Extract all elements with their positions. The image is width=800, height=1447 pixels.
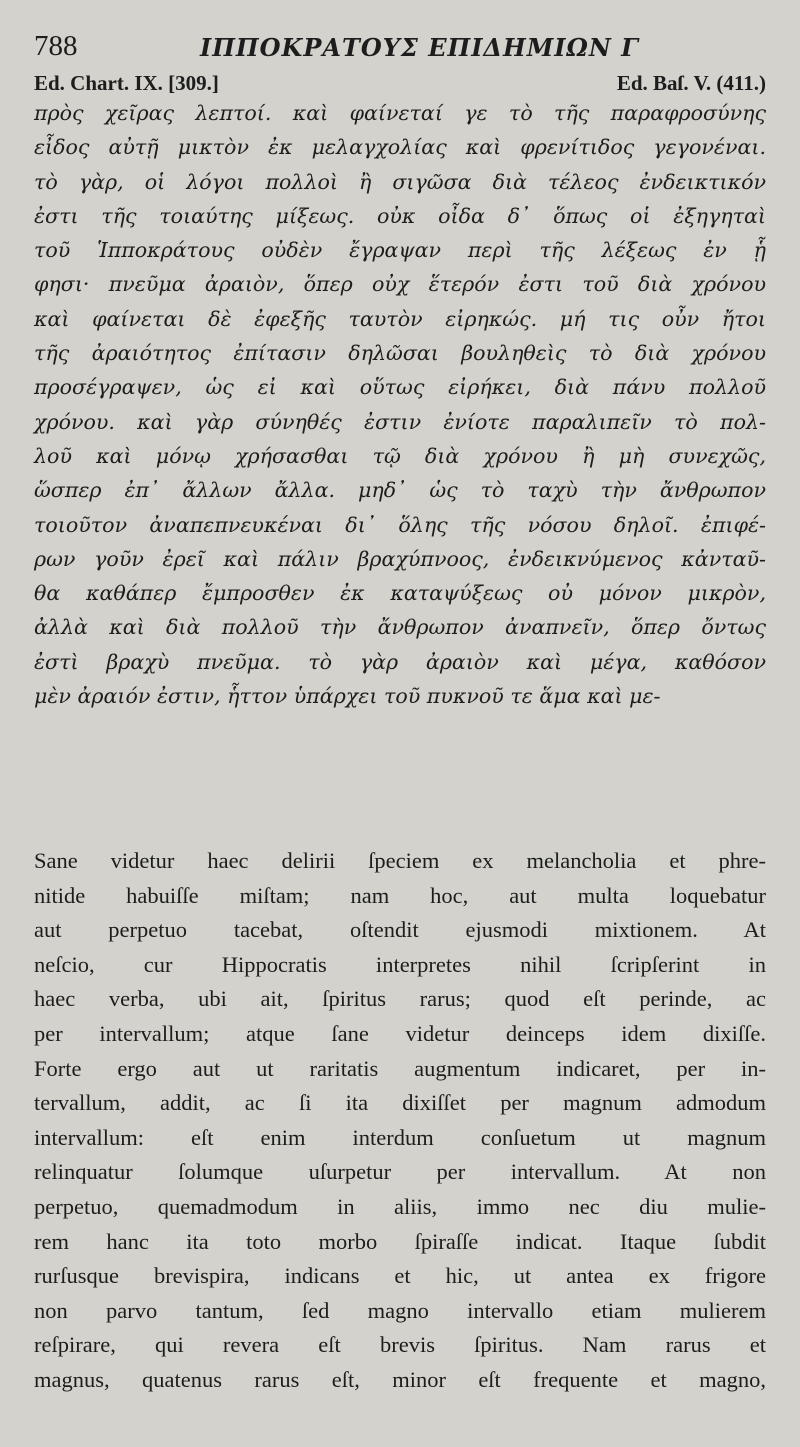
greek-line: λοῦ καὶ μόνῳ χρήσασθαι τῷ διὰ χρόνου ἢ μὴ συνεχῶς,	[34, 443, 766, 468]
greek-line: ρων γοῦν ἐρεῖ καὶ πάλιν βραχύπνοος, ἐνδεικνύμενος κἀνταῦ-	[34, 546, 766, 571]
latin-line: aut perpetuo tacebat, oſtendit ejusmodi mixtionem. At	[34, 917, 766, 943]
greek-line: θα καθάπερ ἔμπροσθεν ἐκ καταψύξεως οὐ μόνον μικρὸν,	[34, 581, 766, 606]
page-number: 788	[34, 30, 78, 62]
greek-line: εἶδος αὐτῇ μικτὸν ἐκ μελαγχολίας καὶ φρενίτιδος γεγονέναι.	[34, 135, 766, 160]
greek-line: προσέγραψεν, ὡς εἰ καὶ οὕτως εἰρήκει, διὰ πάνυ πολλοῦ	[34, 375, 766, 400]
latin-line: magnus, quatenus rarus eſt, minor eſt frequente et magno,	[34, 1366, 766, 1392]
edition-references	[34, 71, 766, 97]
greek-line: ἐστι τῆς τοιαύτης μίξεως. οὐκ οἶδα δ᾽ ὅπως οἱ ἐξηγηταὶ	[34, 203, 766, 228]
running-title: ΙΠΠΟΚΡΑΤΟΥΣ ΕΠΙΔΗΜΙΩΝ Γ	[200, 33, 640, 62]
edition-left: Ed. Chart. IX. [309.]	[34, 71, 219, 95]
greek-line: τοῦ Ἱπποκράτους οὐδὲν ἔγραψαν περὶ τῆς λέξεως ἐν ᾗ	[34, 238, 766, 263]
latin-line: per intervallum; atque ſane videtur deinceps idem dixiſſe.	[34, 1020, 766, 1046]
edition-right: Ed. Baſ. V. (411.)	[616, 71, 766, 95]
page-header	[34, 30, 764, 64]
greek-line: ἐστὶ βραχὺ πνεῦμα. τὸ γὰρ ἀραιὸν καὶ μέγα, καθόσον	[34, 649, 766, 674]
latin-line: non parvo tantum, ſed magno intervallo etiam mulierem	[34, 1297, 766, 1323]
greek-line: πρὸς χεῖρας λεπτοί. καὶ φαίνεταί γε τὸ τῆς παραφροσύνης	[34, 101, 766, 125]
latin-line: neſcio, cur Hippocratis interpretes nihil ſcripſerint in	[34, 951, 766, 977]
greek-line: μὲν ἀραιόν ἐστιν, ἧττον ὑπάρχει τοῦ πυκνοῦ τε ἅμα καὶ με-	[34, 684, 661, 709]
latin-line: perpetuo, quemadmodum in aliis, immo nec diu mulie-	[34, 1193, 766, 1219]
latin-line: intervallum: eſt enim interdum conſuetum ut magnum	[34, 1124, 766, 1150]
greek-line: τὸ γὰρ, οἱ λόγοι πολλοὶ ἢ σιγῶσα διὰ τέλεος ἐνδεικτικόν	[34, 169, 766, 194]
latin-line: rurſusque brevispira, indicans et hic, ut antea ex frigore	[34, 1263, 766, 1289]
greek-line: φησι· πνεῦμα ἀραιὸν, ὅπερ οὐχ ἕτερόν ἐστι τοῦ διὰ χρόνου	[34, 272, 766, 297]
latin-line: rem hanc ita toto morbo ſpiraſſe indicat. Itaque ſubdit	[34, 1228, 766, 1254]
latin-line: haec verba, ubi ait, ſpiritus rarus; quod eſt perinde, ac	[34, 986, 766, 1012]
greek-line: ἀλλὰ καὶ διὰ πολλοῦ τὴν ἄνθρωπον ἀναπνεῖν, ὅπερ ὄντως	[34, 615, 766, 640]
latin-line: relinquatur ſolumque uſurpetur per intervallum. At non	[34, 1159, 766, 1185]
latin-line: reſpirare, qui revera eſt brevis ſpiritus. Nam rarus et	[34, 1332, 766, 1358]
greek-line: χρόνου. καὶ γὰρ σύνηθές ἐστιν ἐνίοτε παραλιπεῖν τὸ πολ-	[34, 409, 766, 434]
greek-line: τῆς ἀραιότητος ἐπίτασιν δηλῶσαι βουληθεὶς τὸ διὰ χρόνου	[34, 341, 766, 366]
greek-line: καὶ φαίνεται δὲ ἐφεξῆς ταυτὸν εἰρηκώς. μή τις οὖν ἤτοι	[34, 306, 766, 331]
latin-line: tervallum, addit, ac ſi ita dixiſſet per magnum admodum	[34, 1090, 766, 1116]
greek-text-block	[34, 96, 766, 713]
latin-line: nitide habuiſſe miſtam; nam hoc, aut multa loquebatur	[34, 882, 766, 908]
latin-line: Forte ergo aut ut raritatis augmentum indicaret, per in-	[34, 1055, 766, 1081]
latin-line: Sane videtur haec delirii ſpeciem ex melancholia et phre-	[34, 848, 766, 873]
greek-line: ὥσπερ ἐπ᾽ ἄλλων ἄλλα. μηδ᾽ ὡς τὸ ταχὺ τὴν ἄνθρωπον	[34, 478, 766, 503]
greek-line: τοιοῦτον ἀναπεπνευκέναι δι᾽ ὅλης τῆς νόσου δηλοῖ. ἐπιφέ-	[34, 512, 766, 537]
latin-text-block	[34, 844, 766, 1398]
